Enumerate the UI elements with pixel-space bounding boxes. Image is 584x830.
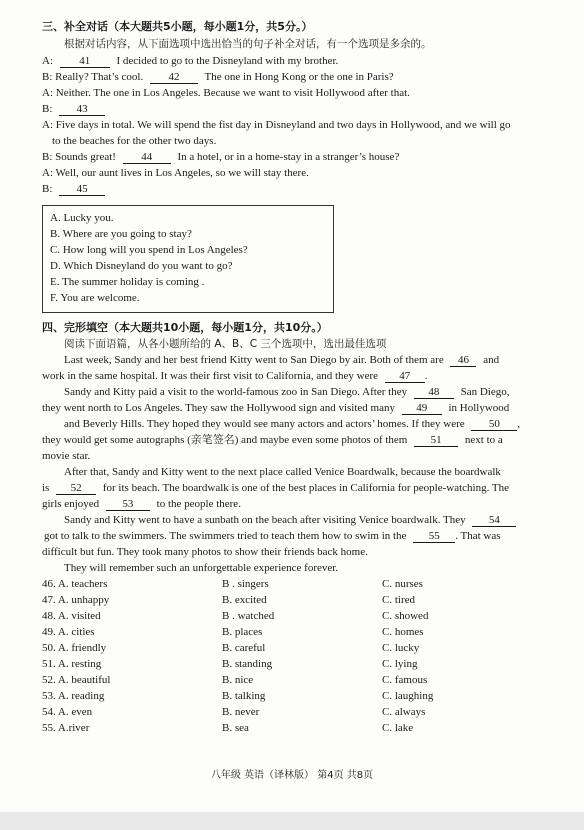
q48-a: 48. A. visited: [42, 610, 101, 622]
dialog-line-2: B: Really? That’s cool. 42 The one in Hong Kong or the one in Paris?: [42, 71, 394, 83]
blank-48: 48: [414, 386, 454, 399]
passage-line-1: Last week, Sandy and her best friend Kitty went to San Diego by air. Both of them are 46 and: [64, 354, 500, 366]
q49-a: 49. A. cities: [42, 626, 95, 638]
passage-line-8: After that, Sandy and Kitty went to the next place called Venice Boardwalk, because the boardwalk: [64, 466, 501, 478]
option-d: D. Which Disneyland do you want to go?: [50, 260, 233, 272]
passage-line-9: is 52 for its beach. The boardwalk is one of the best places in California for people-watching. The: [42, 482, 510, 494]
blank-42: 42: [150, 71, 198, 84]
dialog-line-1: A: 41 I decided to go to the Disneyland with my brother.: [42, 55, 339, 67]
q49-c: C. homes: [382, 626, 424, 638]
blank-53: 53: [106, 498, 150, 511]
blank-41: 41: [60, 55, 110, 68]
q53-a: 53. A. reading: [42, 690, 105, 702]
section3-heading: 三、补全对话（本大题共5小题，每小题1分，共5分。）: [42, 20, 313, 33]
blank-45: 45: [59, 183, 105, 196]
section3-instruction: 根据对话内容，从下面选项中选出恰当的句子补全对话，有一个选项是多余的。: [64, 38, 432, 50]
dialog-line-3: A: Neither. The one in Los Angeles. Because we want to visit Hollywood after that.: [42, 87, 410, 99]
q55-a: 55. A.river: [42, 722, 90, 734]
q54-a: 54. A. even: [42, 706, 93, 718]
q46-c: C. nurses: [382, 578, 423, 590]
q52-b: B. nice: [222, 674, 254, 686]
blank-50: 50: [471, 418, 517, 431]
q48-b: B . watched: [222, 610, 275, 622]
dialog-line-5b: to the beaches for the other two days.: [52, 135, 217, 147]
q50-a: 50. A. friendly: [42, 642, 107, 654]
q55-c: C. lake: [382, 722, 414, 734]
passage-line-7: movie star.: [42, 450, 91, 462]
q46-b: B . singers: [222, 578, 269, 590]
option-f: F. You are welcome.: [50, 292, 140, 304]
dialog-line-7: A: Well, our aunt lives in Los Angeles, so we will stay there.: [42, 167, 309, 179]
passage-line-14: They will remember such an unforgettable experience forever.: [64, 562, 339, 574]
q46-a: 46. A. teachers: [42, 578, 108, 590]
q47-b: B. excited: [222, 594, 267, 606]
q48-c: C. showed: [382, 610, 429, 622]
passage-line-6: they would get some autographs (亲笔签名) and maybe even some photos of them 51 next to a: [42, 434, 503, 446]
options-box: [42, 205, 334, 313]
q51-b: B. standing: [222, 658, 273, 670]
page-footer: 八年级 英语（译林版） 第4页 共8页: [210, 770, 374, 781]
bottom-scroll-strip: [0, 812, 584, 830]
passage-line-13: difficult but fun. They took many photos to show their friends back home.: [42, 546, 368, 558]
blank-54: 54: [472, 514, 516, 527]
q50-b: B. careful: [222, 642, 266, 654]
section4-instruction: 阅读下面语篇，从各小题所给的 A、B、C 三个选项中，选出最佳选项: [64, 338, 387, 350]
blank-44: 44: [123, 151, 171, 164]
q49-b: B. places: [222, 626, 263, 638]
dialog-line-8: B: 45: [42, 182, 109, 196]
passage-line-2: work in the same hospital. It was their first visit to California, and they were 47 .: [42, 370, 428, 382]
q47-a: 47. A. unhappy: [42, 594, 110, 606]
passage-line-10: girls enjoyed 53 to the people there.: [42, 498, 241, 510]
q50-c: C. lucky: [382, 642, 420, 654]
q54-b: B. never: [222, 706, 260, 718]
dialog-line-4: B: 43: [42, 102, 109, 116]
blank-49: 49: [402, 402, 442, 415]
q47-c: C. tired: [382, 594, 415, 606]
q53-c: C. laughing: [382, 690, 434, 702]
dialog-line-5a: A: Five days in total. We will spend the fist day in Disneyland and two days in Hollywood, and we will go: [42, 119, 511, 131]
passage-line-4: they went north to Los Angeles. They saw the Hollywood sign and visited many 49 in Hollywood: [42, 402, 510, 414]
q52-c: C. famous: [382, 674, 428, 686]
section4-heading: 四、完形填空（本大题共10小题，每小题1分，共10分。）: [42, 321, 328, 334]
blank-43: 43: [59, 103, 105, 116]
q51-a: 51. A. resting: [42, 658, 102, 670]
passage-line-3: Sandy and Kitty paid a visit to the world-famous zoo in San Diego. After they 48 San Diego,: [64, 386, 510, 398]
q53-b: B. talking: [222, 690, 266, 702]
option-c: C. How long will you spend in Los Angeles?: [50, 244, 248, 256]
passage-line-11: Sandy and Kitty went to have a sunbath on the beach after visiting Venice boardwalk. They 54: [64, 513, 520, 527]
blank-52: 52: [56, 482, 96, 495]
blank-47: 47: [385, 370, 425, 383]
q52-a: 52. A. beautiful: [42, 674, 111, 686]
passage-line-5: and Beverly Hills. They hoped they would see many actors and actors’ homes. If they were 50 ,: [64, 418, 521, 430]
blank-51: 51: [414, 434, 458, 447]
q51-c: C. lying: [382, 658, 418, 670]
blank-46: 46: [450, 354, 476, 367]
option-e: E. The summer holiday is coming .: [50, 276, 205, 288]
dialog-line-6: B: Sounds great! 44 In a hotel, or in a home-stay in a stranger’s house?: [42, 151, 400, 163]
option-b: B. Where are you going to stay?: [50, 228, 192, 240]
passage-line-12: got to talk to the swimmers. The swimmers tried to teach them how to swim in the 55 . That was: [44, 530, 501, 542]
option-a: A. Lucky you.: [50, 212, 114, 224]
blank-55: 55: [413, 530, 455, 543]
q54-c: C. always: [382, 706, 426, 718]
q55-b: B. sea: [222, 722, 249, 734]
